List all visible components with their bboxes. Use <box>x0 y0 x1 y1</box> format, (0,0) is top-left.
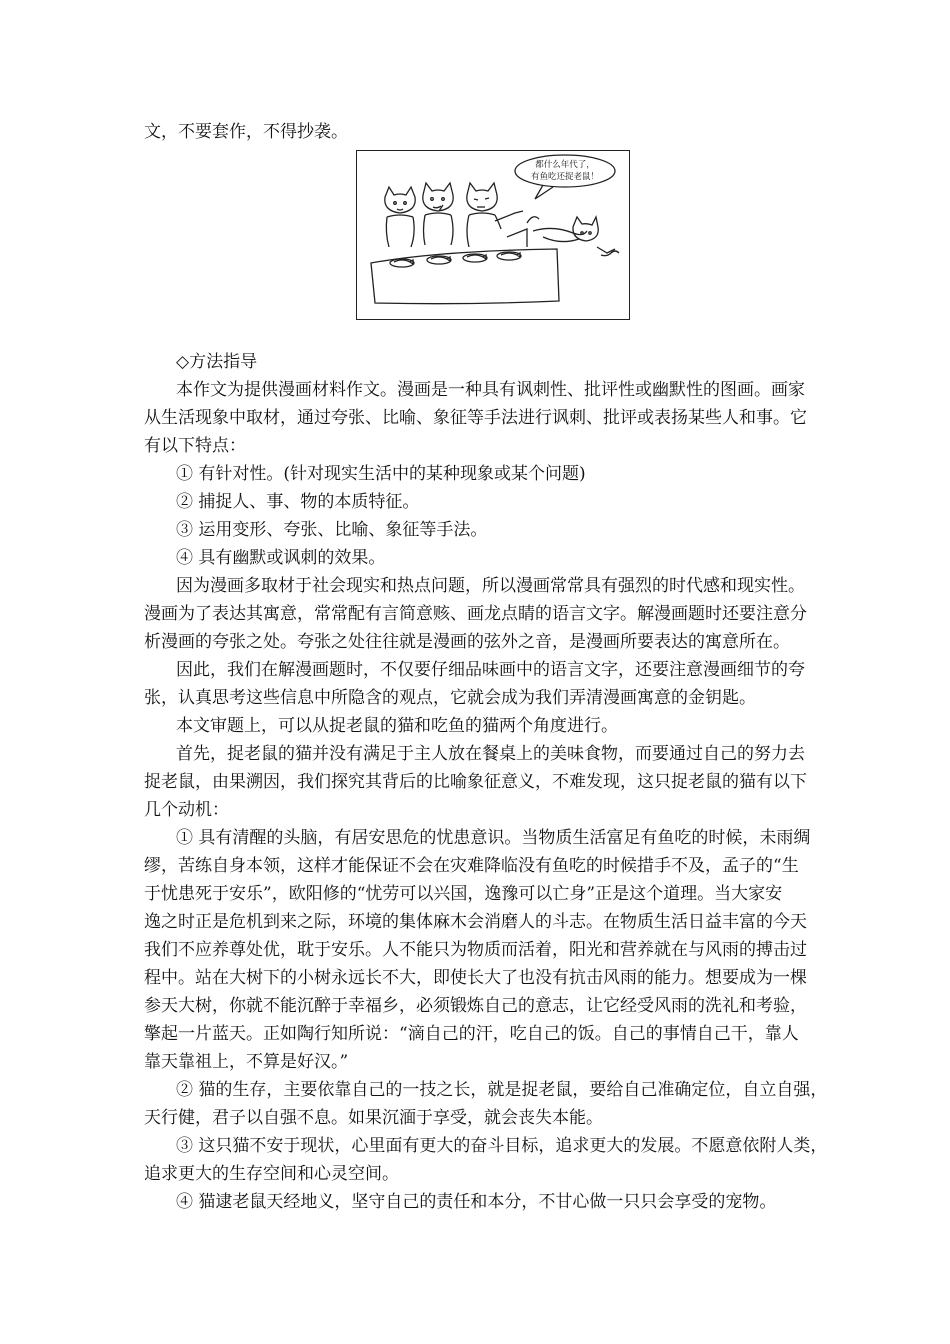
bubble-line-1: 都什么年代了， <box>535 160 595 170</box>
motive-item: ④ 猫逮老鼠天经地义，坚守自己的责任和本分，不甘心做一只只会享受的宠物。 <box>176 1192 777 1212</box>
paragraph-line: 有以下特点： <box>144 436 246 456</box>
motive-item: ② 猫的生存，主要依靠自己的一技之长，就是捉老鼠，要给自己准确定位，自立自强， <box>176 1080 828 1100</box>
cat-1-icon <box>385 187 415 247</box>
motive-line: 参天大树，你就不能沉醉于幸福乡，必须锻炼自己的意志，让它经受风雨的洗礼和考验， <box>144 996 807 1016</box>
motive-line: 擎起一片蓝天。正如陶行知所说：“滴自己的汗，吃自己的饭。自己的事情自己干，靠人 <box>144 1024 799 1044</box>
paragraph-line: 因为漫画多取材于社会现实和热点问题，所以漫画常常具有强烈的时代感和现实性。 <box>176 576 805 596</box>
paragraph-line: 本文审题上，可以从捉老鼠的猫和吃鱼的猫两个角度进行。 <box>176 716 618 736</box>
cartoon-illustration <box>356 150 630 320</box>
feature-item: ② 捕捉人、事、物的本质特征。 <box>176 492 420 512</box>
paragraph-line: 本作文为提供漫画材料作文。漫画是一种具有讽刺性、批评性或幽默性的图画。画家 <box>176 380 805 400</box>
paragraph-line: 几个动机： <box>144 800 229 820</box>
cat-2-icon <box>423 183 453 245</box>
motive-item: ③ 这只猫不安于现状，心里面有更大的奋斗目标，追求更大的发展。不愿意依附人类， <box>176 1136 828 1156</box>
intro-tail: 文，不要套作，不得抄袭。 <box>144 122 348 142</box>
paragraph-line: 因此，我们在解漫画题时，不仅要仔细品味画中的语言文字，还要注意漫画细节的夸 <box>176 660 805 680</box>
paragraph-line: 析漫画的夸张之处。夸张之处往往就是漫画的弦外之音，是漫画所要表达的寓意所在。 <box>144 632 790 652</box>
motive-line: 程中。站在大树下的小树永远长不大，即使长大了也没有抗击风雨的能力。想要成为一棵 <box>144 968 807 988</box>
motive-line: 追求更大的生存空间和心灵空间。 <box>144 1164 399 1184</box>
paragraph-line: 首先，捉老鼠的猫并没有满足于主人放在餐桌上的美味食物，而要通过自己的努力去 <box>176 744 805 764</box>
motive-line: 逸之时正是危机到来之际，环境的集体麻木会消磨人的斗志。在物质生活日益丰富的今天 <box>144 912 807 932</box>
feature-item: ① 有针对性。(针对现实生活中的某种现象或某个问题) <box>176 464 586 484</box>
motive-line: 缪，苦练自身本领，这样才能保证不会在灾难降临没有鱼吃的时候措手不及，孟子的“生 <box>144 856 799 876</box>
motive-line: 于忧患死于安乐”，欧阳修的“忧劳可以兴国，逸豫可以亡身”正是这个道理。当大家安 <box>144 884 783 904</box>
feature-item: ④ 具有幽默或讽刺的效果。 <box>176 548 386 568</box>
paragraph-line: 从生活现象中取材，通过夸张、比喻、象征等手法进行讽刺、批评或表扬某些人和事。它 <box>144 408 807 428</box>
motive-item: ① 具有清醒的头脑，有居安思危的忧患意识。当物质生活富足有鱼吃的时候，未雨绸 <box>176 828 811 848</box>
feature-item: ③ 运用变形、夸张、比喻、象征等手法。 <box>176 520 488 540</box>
method-heading: ◇方法指导 <box>176 352 258 372</box>
motive-line: 我们不应养尊处优，耽于安乐。人不能只为物质而活着，阳光和营养就在与风雨的搏击过 <box>144 940 807 960</box>
cartoon-drawing <box>357 151 629 319</box>
motive-line: 靠天靠祖上，不算是好汉。” <box>144 1052 349 1072</box>
paragraph-line: 张，认真思考这些信息中所隐含的观点，它就会成为我们弄清漫画寓意的金钥匙。 <box>144 688 756 708</box>
paragraph-line: 漫画为了表达其寓意，常常配有言简意赅、画龙点睛的语言文字。解漫画题时还要注意分 <box>144 604 807 624</box>
cat-3-icon <box>467 183 523 247</box>
paragraph-line: 捉老鼠，由果溯因，我们探究其背后的比喻象征意义，不难发现，这只捉老鼠的猫有以下 <box>144 772 807 792</box>
table-shape <box>371 249 559 304</box>
motive-line: 天行健，君子以自强不息。如果沉湎于享受，就会丧失本能。 <box>144 1108 603 1128</box>
bubble-line-2: 有鱼吃还捉老鼠！ <box>530 172 600 182</box>
